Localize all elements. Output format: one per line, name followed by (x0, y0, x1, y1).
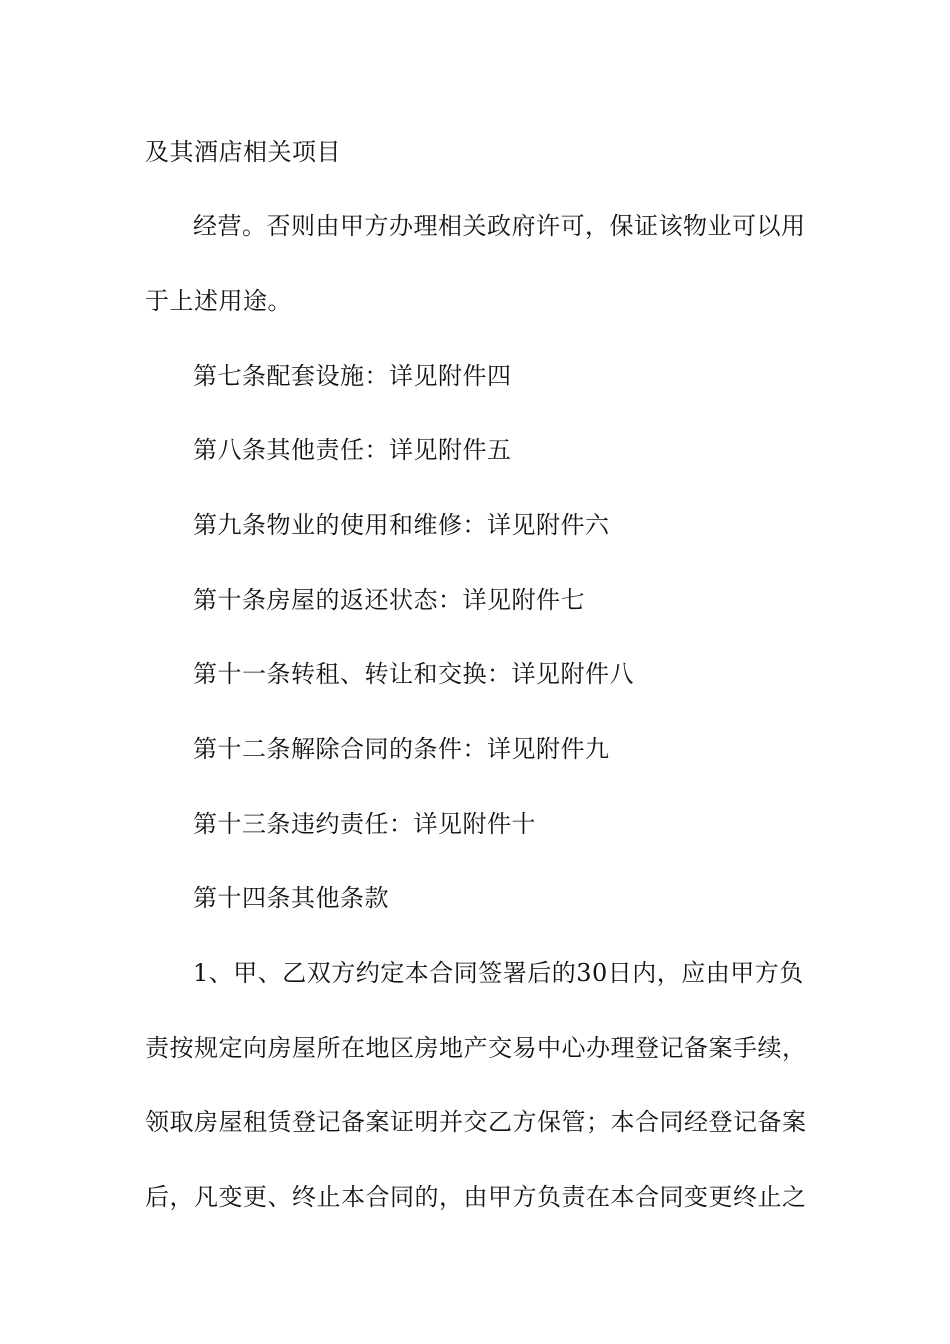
clause-10: 第十条房屋的返还状态：详见附件七 (193, 586, 585, 614)
text-line: 经营。否则由甲方办理相关政府许可，保证该物业可以用 (193, 212, 806, 240)
clause-8: 第八条其他责任：详见附件五 (193, 436, 512, 464)
text-line: 后，凡变更、终止本合同的，由甲方负责在本合同变更终止之 (145, 1183, 807, 1211)
clause-14: 第十四条其他条款 (193, 884, 389, 912)
text-line: 责按规定向房屋所在地区房地产交易中心办理登记备案手续， (145, 1034, 807, 1062)
text-line: 及其酒店相关项目 (145, 138, 341, 166)
clause-12: 第十二条解除合同的条件：详见附件九 (193, 735, 610, 763)
clause-13: 第十三条违约责任：详见附件十 (193, 810, 536, 838)
text-line: 领取房屋租赁登记备案证明并交乙方保管；本合同经登记备案 (145, 1108, 807, 1136)
clause-11: 第十一条转租、转让和交换：详见附件八 (193, 660, 634, 688)
text-line: 于上述用途。 (145, 287, 292, 315)
text-line: 1、甲、乙双方约定本合同签署后的30日内，应由甲方负 (193, 959, 804, 987)
clause-9: 第九条物业的使用和维修：详见附件六 (193, 511, 610, 539)
clause-7: 第七条配套设施：详见附件四 (193, 362, 512, 390)
